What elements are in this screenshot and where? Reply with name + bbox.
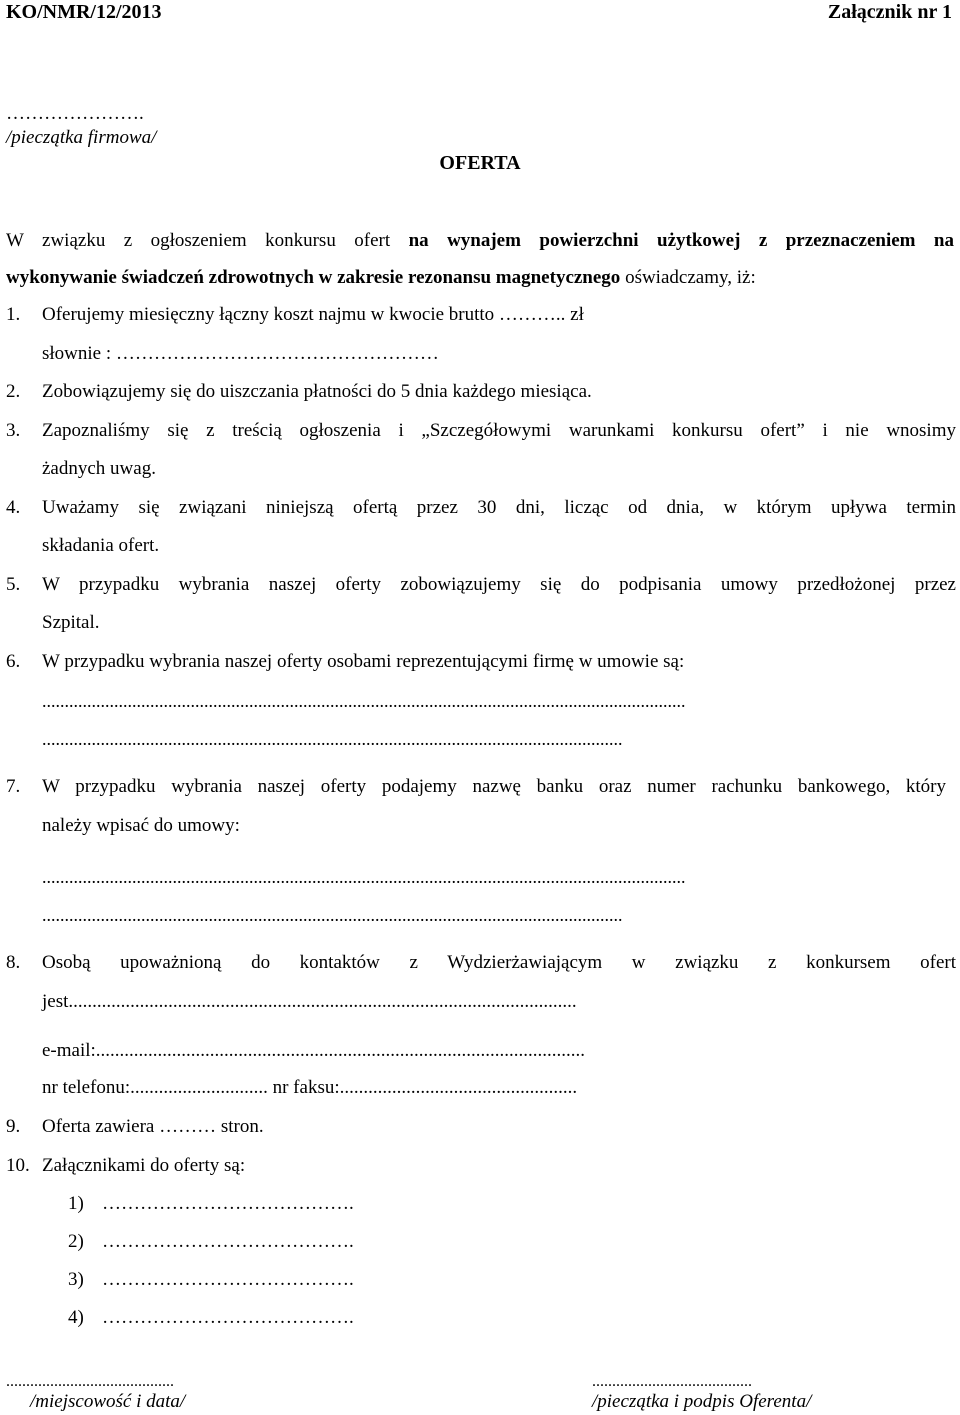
intro-text-2: oświadczamy, iż: <box>620 267 756 288</box>
item-2-line-1: Zobowiązujemy się do uiszczania płatności do 5 dnia każdego miesiąca. <box>42 381 592 402</box>
intro-line-1 <box>6 230 954 252</box>
footer-signature-dots: ........................................ <box>592 1373 752 1390</box>
attachment-2-number: 2) <box>68 1231 84 1252</box>
item-8-number: 8. <box>6 952 21 973</box>
item-1-line-2: słownie : …………………………………………… <box>42 343 439 364</box>
item-6-line-1: W przypadku wybrania naszej oferty osobami reprezentującymi firmę w umowie są: <box>42 651 685 672</box>
document-title: OFERTA <box>439 152 521 174</box>
item-6-fill-line-1: ............................................................................................................................................... <box>42 691 686 711</box>
attachment-4-dots: …………………………………. <box>102 1307 354 1328</box>
attachment-3-dots: …………………………………. <box>102 1269 354 1290</box>
item-7-line-2: należy wpisać do umowy: <box>42 815 240 836</box>
stamp-dots: …………………. <box>6 103 144 124</box>
item-5-number: 5. <box>6 574 21 595</box>
attachment-3-number: 3) <box>68 1269 84 1290</box>
footer-signature-label: /pieczątka i podpis Oferenta/ <box>592 1391 812 1412</box>
item-5-line-1: W przypadku wybrania naszej oferty zobowiązujemy się do podpisania umowy przedłożonej przez <box>42 574 956 595</box>
item-6-number: 6. <box>6 651 21 672</box>
item-7-fill-line-2: ................................................................................................................................. <box>42 905 623 925</box>
item-2-number: 2. <box>6 381 21 402</box>
item-3-line-1: Zapoznaliśmy się z treścią ogłoszenia i „Szczegółowymi warunkami konkursu ofert” i nie wnosimy <box>42 420 956 441</box>
document-reference: KO/NMR/12/2013 <box>6 1 162 23</box>
item-9-line-1: Oferta zawiera ……… stron. <box>42 1116 264 1137</box>
intro-bold-1: na wynajem powierzchni użytkowej z przeznaczeniem na <box>408 230 954 251</box>
item-10-number: 10. <box>6 1155 30 1176</box>
intro-line-2 <box>6 267 756 289</box>
item-1-line-1: Oferujemy miesięczny łączny koszt najmu w kwocie brutto ……….. zł <box>42 304 584 325</box>
intro-text-1: W związku z ogłoszeniem konkursu ofert <box>6 230 409 251</box>
item-8-email: e-mail:....................................................................................................... <box>42 1040 586 1061</box>
item-8-phone-fax: nr telefonu:............................. nr faksu:.................................................. <box>42 1077 578 1098</box>
item-7-fill-line-1: ............................................................................................................................................... <box>42 867 686 887</box>
attachment-1-number: 1) <box>68 1193 84 1214</box>
attachment-2-dots: …………………………………. <box>102 1231 354 1252</box>
item-10-line-1: Załącznikami do oferty są: <box>42 1155 246 1176</box>
item-4-line-2: składania ofert. <box>42 535 160 556</box>
item-5-line-2: Szpital. <box>42 612 100 633</box>
item-7-number: 7. <box>6 776 21 797</box>
item-1-number: 1. <box>6 304 21 325</box>
attachment-number: Załącznik nr 1 <box>827 1 952 23</box>
stamp-label: /pieczątka firmowa/ <box>6 127 157 148</box>
footer-place-date-label: /miejscowość i data/ <box>30 1391 186 1412</box>
item-6-fill-line-2: ................................................................................................................................. <box>42 729 623 749</box>
item-3-number: 3. <box>6 420 21 441</box>
item-9-number: 9. <box>6 1116 21 1137</box>
item-4-number: 4. <box>6 497 21 518</box>
item-4-line-1: Uważamy się związani niniejszą ofertą przez 30 dni, licząc od dnia, w którym upływa termin <box>42 497 956 518</box>
attachment-4-number: 4) <box>68 1307 84 1328</box>
attachment-1-dots: …………………………………. <box>102 1193 354 1214</box>
footer-place-date-dots: .......................................... <box>6 1373 174 1390</box>
item-7-line-1: W przypadku wybrania naszej oferty podajemy nazwę banku oraz numer rachunku bankowego, który <box>42 776 946 797</box>
intro-bold-2: wykonywanie świadczeń zdrowotnych w zakresie rezonansu magnetycznego <box>6 267 621 288</box>
item-3-line-2: żadnych uwag. <box>42 458 156 479</box>
item-8-contact-person: jest........................................................................................................... <box>42 991 577 1012</box>
item-8-line-1: Osobą upoważnioną do kontaktów z Wydzierżawiającym w związku z konkursem ofert <box>42 952 956 973</box>
